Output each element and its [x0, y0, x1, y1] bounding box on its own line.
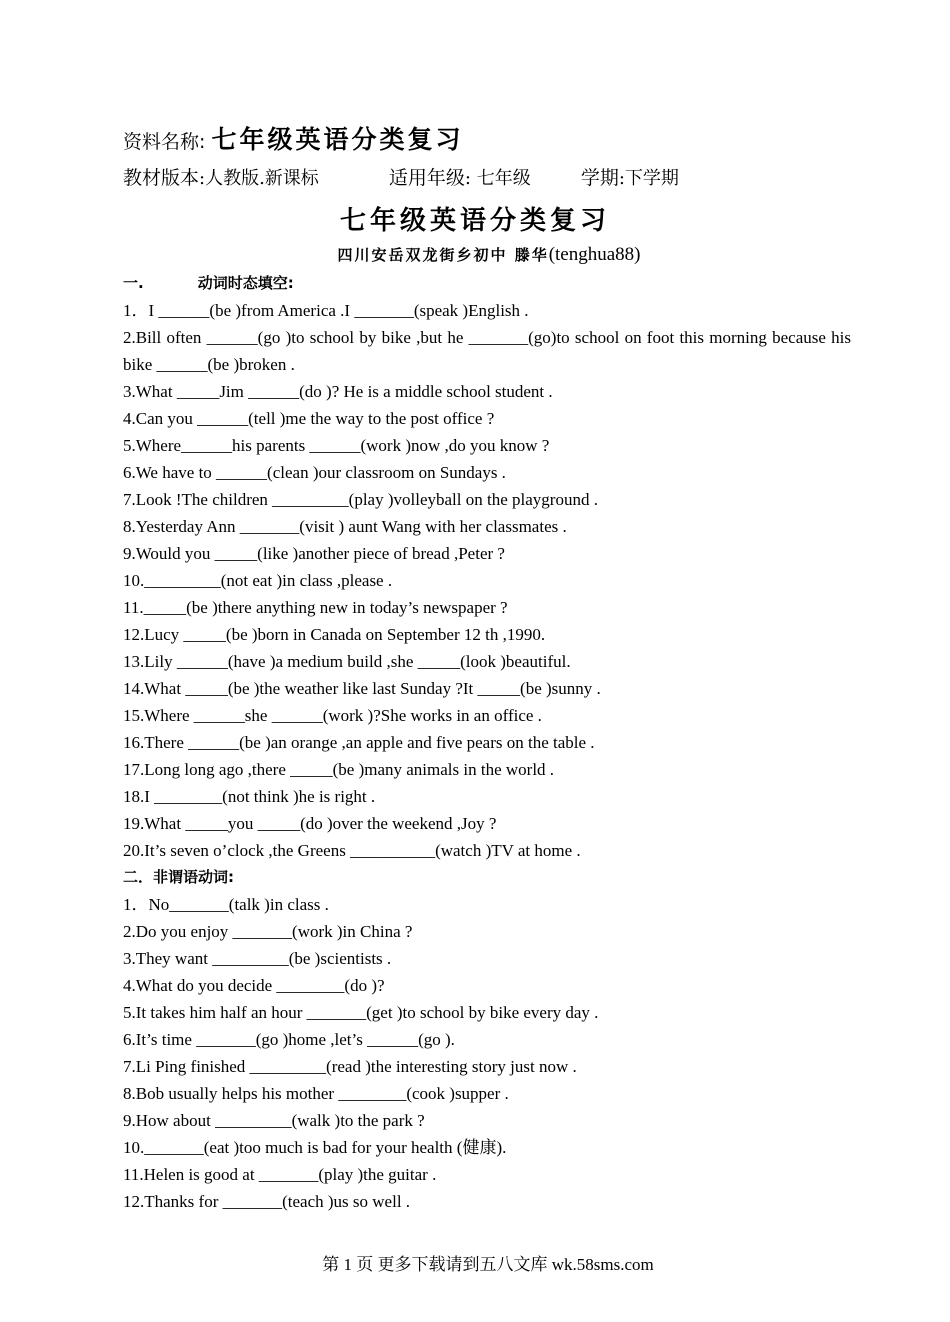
page-title: 七年级英语分类复习 [339, 206, 610, 236]
author-handle: (tenghua88) [548, 244, 641, 265]
exercise-1-10: 10._________(not eat )in class ,please . [123, 571, 393, 590]
author-line [0, 244, 950, 266]
exercise-2-3: 3.They want _________(be )scientists . [123, 949, 392, 968]
material-name: 七年级英语分类复习 [211, 125, 464, 154]
grade-value: : 七年级 [464, 168, 531, 189]
exercise-2-5: 5.It takes him half an hour _______(get )to school by bike every day . [123, 1003, 599, 1022]
edition-label: 教材版本 [123, 167, 200, 189]
exercise-1-14: 14.What _____(be )the weather like last Sunday ?It _____(be )sunny . [123, 679, 601, 698]
exercise-2-8: 8.Bob usually helps his mother ________(cook )supper . [123, 1084, 509, 1103]
exercise-1-9: 9.Would you _____(like )another piece of bread ,Peter ? [123, 544, 505, 563]
author-school: 四川安岳双龙街乡初中 滕华 [337, 246, 549, 264]
exercise-2-2: 2.Do you enjoy _______(work )in China ? [123, 922, 413, 941]
exercise-1-3: 3.What _____Jim ______(do )? He is a middle school student . [123, 382, 553, 401]
exercise-1-16: 16.There ______(be )an orange ,an apple and five pears on the table . [123, 733, 595, 752]
section-1-title: 动词时态填空: [197, 274, 294, 292]
exercise-2-9: 9.How about _________(walk )to the park ? [123, 1111, 425, 1130]
exercise-1-4: 4.Can you ______(tell )me the way to the post office ? [123, 409, 495, 428]
grade-label: 适用年级 [388, 167, 465, 189]
exercise-1-7: 7.Look !The children _________(play )volleyball on the playground . [123, 490, 598, 509]
exercise-1-1: 1．I ______(be )from America .I _______(speak )English . [123, 301, 529, 320]
section-1-heading [123, 270, 851, 297]
exercise-1-13: 13.Lily ______(have )a medium build ,she _____(look )beautiful. [123, 652, 571, 671]
exercise-1-5: 5.Where______his parents ______(work )now ,do you know ? [123, 436, 550, 455]
exercise-1-6: 6.We have to ______(clean )our classroom on Sundays . [123, 463, 506, 482]
material-label: 资料名称: [123, 131, 212, 153]
exercise-2-10: 10._______(eat )too much is bad for your health (健康). [123, 1138, 507, 1157]
exercise-content [123, 270, 851, 1215]
page-footer: 第 1 页 更多下载请到五八文库 wk.58sms.com [322, 1255, 654, 1274]
section-1-number: 一. [123, 274, 144, 292]
term-value: :下学期 [618, 168, 679, 189]
exercise-1-2: 2.Bill often ______(go )to school by bike ,but he _______(go)to school on foot this morning because his bike ______(be )broken . [123, 328, 851, 374]
edition-value: :人教版.新课标 [199, 168, 319, 189]
exercise-1-20: 20.It’s seven o’clock ,the Greens __________(watch )TV at home . [123, 841, 581, 860]
section-2-heading: 二．非谓语动词: [123, 868, 234, 886]
exercise-1-15: 15.Where ______she ______(work )?She works in an office . [123, 706, 542, 725]
exercise-1-8: 8.Yesterday Ann _______(visit ) aunt Wang with her classmates . [123, 517, 567, 536]
material-name-line [123, 120, 463, 156]
exercise-1-12: 12.Lucy _____(be )born in Canada on September 12 th ,1990. [123, 625, 546, 644]
exercise-1-19: 19.What _____you _____(do )over the weekend ,Joy ? [123, 814, 497, 833]
exercise-1-17: 17.Long long ago ,there _____(be )many animals in the world . [123, 760, 555, 779]
exercise-2-6: 6.It’s time _______(go )home ,let’s ______(go ). [123, 1030, 455, 1049]
term-label: 学期 [580, 167, 619, 189]
exercise-2-12: 12.Thanks for _______(teach )us so well . [123, 1192, 411, 1211]
exercise-2-11: 11.Helen is good at _______(play )the guitar . [123, 1165, 437, 1184]
exercise-1-18: 18.I ________(not think )he is right . [123, 787, 376, 806]
exercise-2-1: 1．No_______(talk )in class . [123, 895, 329, 914]
exercise-2-7: 7.Li Ping finished _________(read )the interesting story just now . [123, 1057, 577, 1076]
exercise-2-4: 4.What do you decide ________(do )? [123, 976, 385, 995]
exercise-1-11: 11._____(be )there anything new in today’s newspaper ? [123, 598, 508, 617]
edition-line [123, 163, 679, 190]
